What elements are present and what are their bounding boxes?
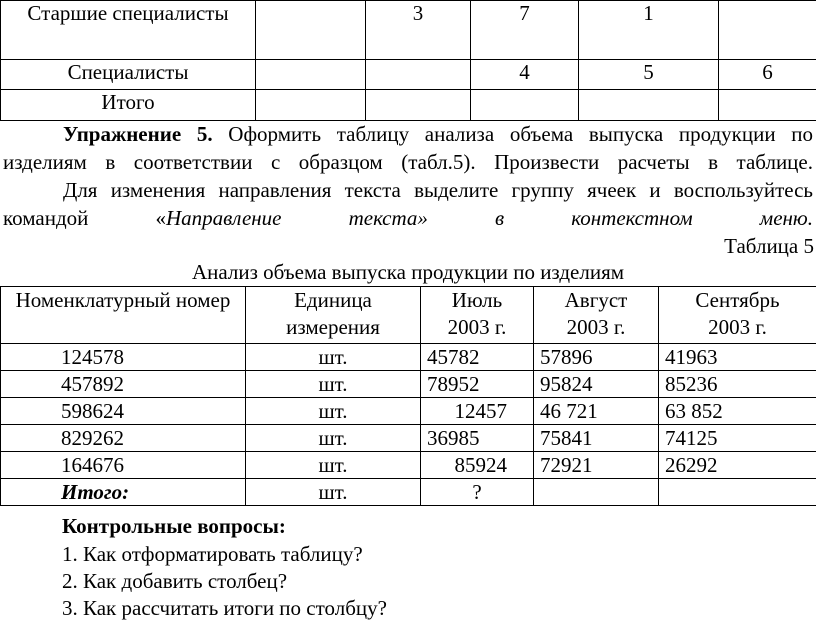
july-cell: 85924 [421,452,534,479]
questions-title [62,512,286,540]
table-header-row [1,287,816,344]
table-caption: Анализ объема выпуска продукции по изделиям [0,258,816,286]
questions-title-text: Контрольные вопросы: [62,514,286,538]
table-row [1,371,816,398]
staff-table [0,0,816,121]
row-label: Специалисты [1,60,256,90]
cell: 5 [579,60,719,90]
table-row [1,398,816,425]
code-cell: 124578 [1,344,246,371]
cell [366,60,471,90]
table-row [1,1,816,60]
cell: 7 [471,1,579,60]
code-cell: 457892 [1,371,246,398]
september-cell: 85236 [659,371,816,398]
september-total-cell [659,479,816,506]
july-cell: 78952 [421,371,534,398]
instruction-paragraph [3,176,813,232]
unit-cell: шт. [246,371,421,398]
september-cell: 26292 [659,452,816,479]
column-header: Сентябрь 2003 г. [659,287,816,344]
row-label: Итого [1,90,256,121]
september-cell: 74125 [659,425,816,452]
cell [471,90,579,121]
code-cell: 829262 [1,425,246,452]
table-reference: Таблица 5 [0,232,814,260]
production-table [0,286,816,506]
cell: 1 [579,1,719,60]
code-cell: 164676 [1,452,246,479]
august-cell: 95824 [534,371,659,398]
code-cell: 598624 [1,398,246,425]
cell: 4 [471,60,579,90]
cell [256,1,366,60]
table-row [1,344,816,371]
exercise-paragraph [3,120,813,176]
column-header: Единица измерения [246,287,421,344]
unit-cell: шт. [246,452,421,479]
question-item: 1. Как отформатировать таблицу? [62,540,363,568]
unit-cell: шт. [246,344,421,371]
cell [579,90,719,121]
table-row [1,452,816,479]
unit-cell: шт. [246,479,421,506]
cell: 3 [366,1,471,60]
august-cell: 72921 [534,452,659,479]
total-row [1,479,816,506]
total-label-cell [1,479,246,506]
question-item: 3. Как рассчитать итоги по столбцу? [62,594,387,622]
august-cell: 46 721 [534,398,659,425]
unit-cell: шт. [246,398,421,425]
unit-cell: шт. [246,425,421,452]
question-item: 2. Как добавить столбец? [62,567,287,595]
august-cell: 57896 [534,344,659,371]
exercise-text: Оформить таблицу анализа объема выпуска продукции по изделиям в соответствии с образцом (табл.5). Произвести расчеты в таблице. [3,122,813,174]
august-total-cell [534,479,659,506]
instruction-text: Для изменения направления текста выделите группу ячеек и воспользуйтесь командой « [3,178,813,230]
september-cell: 63 852 [659,398,816,425]
column-header: Июль 2003 г. [421,287,534,344]
july-total-cell: ? [421,479,534,506]
july-cell: 12457 [421,398,534,425]
cell [719,1,816,60]
column-header: Август 2003 г. [534,287,659,344]
row-label: Старшие специалисты [1,1,256,60]
total-label: Итого: [61,480,129,504]
column-header: Номенклатурный номер [1,287,246,344]
cell [256,90,366,121]
table-row [1,425,816,452]
september-cell: 41963 [659,344,816,371]
cell [256,60,366,90]
instruction-command: Направление текста» в контекстном меню. [166,206,813,230]
table-row [1,90,816,121]
cell: 6 [719,60,816,90]
july-cell: 45782 [421,344,534,371]
july-cell: 36985 [421,425,534,452]
exercise-title: Упражнение 5. [63,122,213,146]
table-row [1,60,816,90]
cell [719,90,816,121]
august-cell: 75841 [534,425,659,452]
cell [366,90,471,121]
